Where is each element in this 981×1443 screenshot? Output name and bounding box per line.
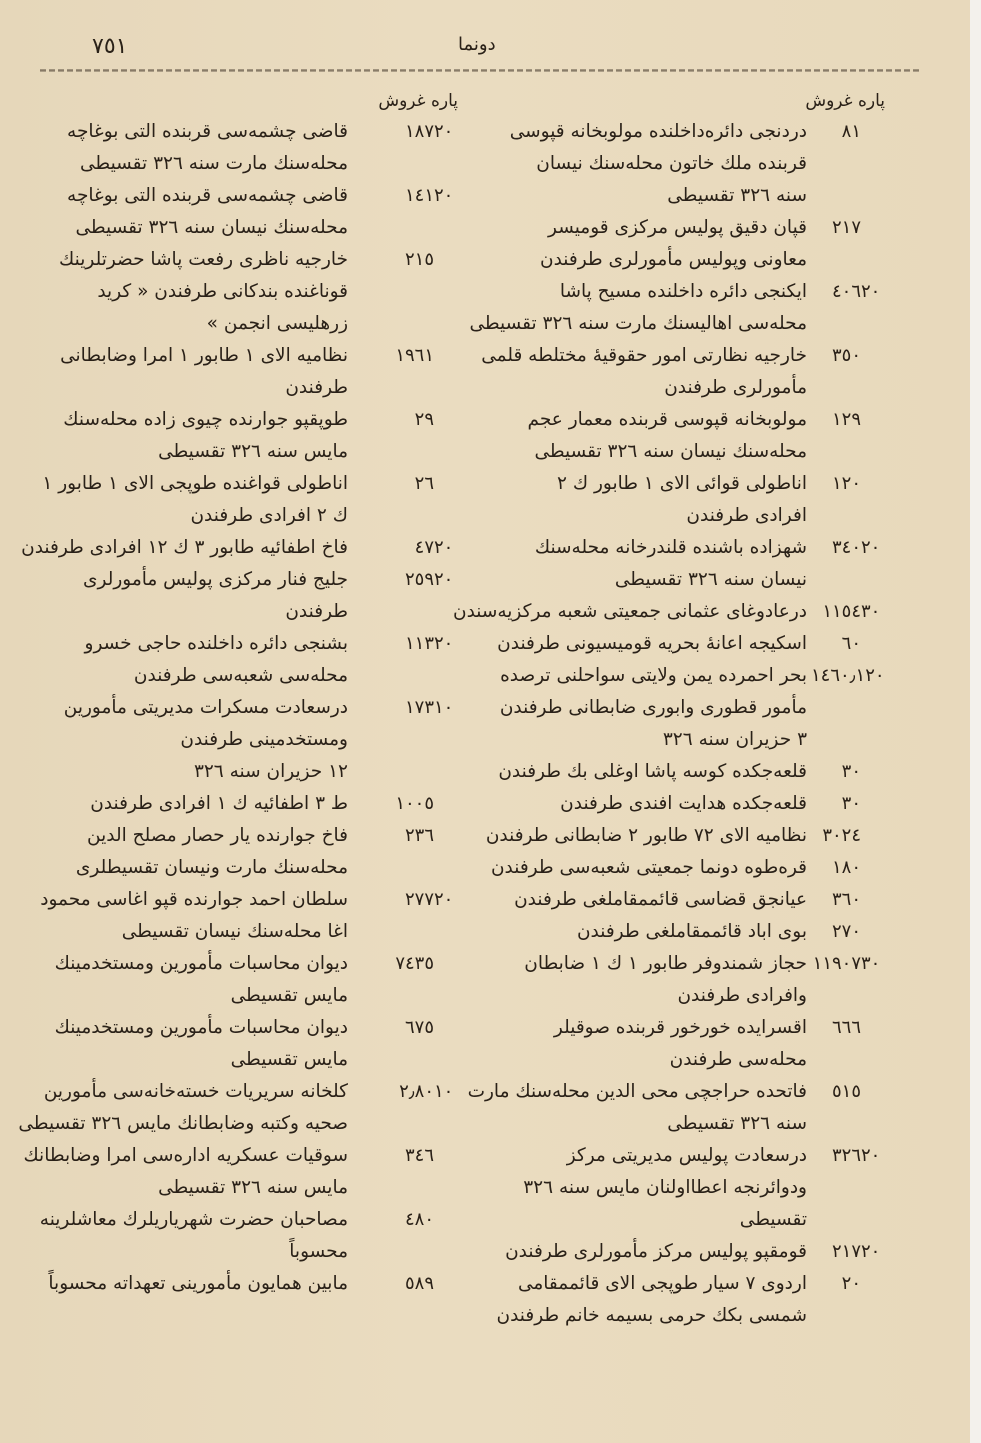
entry-description-line: قره‌طوه دونما جمعیتی شعبه‌سی طرفندن (490, 857, 807, 878)
ledger-entry (40, 116, 460, 180)
amount-ghurush: ١١٩٠٧ (812, 953, 861, 974)
entry-description-line: عیانجق قضاسی قائممقاملغی طرفندن (514, 889, 807, 910)
ledger-entry (497, 1012, 887, 1076)
amount-ghurush: ٢٧٧ (404, 889, 434, 910)
entry-description-line: تقسیطی (739, 1209, 807, 1230)
entry-amount (352, 692, 460, 724)
entry-description-line: فاخ جوارنده یار حصار مصلح الدین (87, 825, 348, 846)
amount-para: ٣٠ (861, 953, 881, 974)
entry-description-line: قاضی چشمه‌سی قربنده التی بوغاچه (67, 185, 348, 206)
amount-ghurush: ٥٨٩ (404, 1273, 434, 1294)
entry-amount (352, 1140, 460, 1172)
amount-ghurush: ٢٦ (414, 473, 434, 494)
entry-amount (811, 756, 887, 788)
entry-description-line: شهزاده باشنده قلندرخانه محله‌سنك (534, 537, 807, 558)
amount-ghurush: ١٨٠ (831, 857, 861, 878)
entry-amount (811, 532, 887, 564)
ledger-entry (497, 404, 887, 468)
entry-description-line: کلخانه سریریات خسته‌خانه‌سی مأمورین (43, 1081, 348, 1102)
ledger-entry (485, 820, 887, 852)
ledger-entry (469, 276, 887, 340)
entry-description-line: معاونی وپولیس مأمورلری طرفندن (540, 249, 807, 270)
amount-para: ٢٠ (865, 665, 885, 686)
amount-ghurush: ١١٣ (404, 633, 434, 654)
amount-ghurush: ٢٩ (414, 409, 434, 430)
entry-description-line: دردنجی دائره‌داخلنده مولوبخانه قپوسی (509, 121, 807, 142)
ledger-entry (40, 884, 460, 948)
amount-para: ٢٠ (434, 569, 454, 590)
amount-para: ٢٠ (434, 889, 454, 910)
entry-amount (811, 916, 887, 948)
entry-amount (352, 1012, 460, 1044)
entry-description-line: محله‌سنك مارت ونیسان تقسیطلری (75, 857, 348, 878)
ledger-entry (40, 692, 460, 788)
amount-ghurush: ٣٠٢٤ (822, 825, 861, 846)
ledger-entry (497, 116, 887, 212)
entry-amount (811, 628, 887, 660)
entry-description-line: ایکنجی دائره داخلنده مسیح پاشا (559, 281, 807, 302)
entry-amount (352, 340, 460, 372)
ledger-entry (40, 628, 460, 692)
entry-description-line: قربنده ملك خاتون محله‌سنك نیسان (536, 153, 807, 174)
amount-ghurush: ٧٤٣٥ (395, 953, 434, 974)
amount-ghurush: ٤٧ (414, 537, 434, 558)
entry-description-line: محله‌سنك نیسان سنه ٣٢٦ تقسیطی (75, 217, 348, 238)
ledger-entry (497, 468, 887, 532)
entry-description-line: ك ٢ افرادی طرفندن (190, 505, 348, 526)
entry-description-line: محله‌سنك نیسان سنه ٣٢٦ تقسیطی (534, 441, 807, 462)
entry-description-line: مأمورلری طرفندن (664, 377, 807, 398)
amount-para: ١٠ (434, 1081, 454, 1102)
entry-amount (811, 884, 887, 916)
entry-description-line: درسعادت پولیس مدیریتی مرکز (566, 1145, 807, 1166)
entry-amount (811, 596, 887, 628)
entry-amount (352, 468, 460, 500)
amount-ghurush: ٦٠ (841, 633, 861, 654)
amount-para: ٢٠ (434, 121, 454, 142)
entry-description-line: اغا محله‌سنك نیسان تقسیطی (121, 921, 348, 942)
entries-list (18, 116, 460, 1300)
entry-amount (352, 948, 460, 980)
amount-ghurush: ٢٫٨٠ (399, 1081, 434, 1102)
entry-description-line: سنه ٣٢٦ تقسیطی (667, 185, 807, 206)
ledger-entry (490, 852, 887, 884)
amount-para: ٣٠ (861, 601, 881, 622)
amount-ghurush: ٦٧٥ (404, 1017, 434, 1038)
entry-description-line: قوناغنده بندکانی طرفندن « کرید (97, 281, 348, 302)
entry-description-line: ١٢ حزیران سنه ٣٢٦ (193, 761, 348, 782)
entry-amount (352, 244, 460, 276)
ledger-entry (40, 244, 460, 340)
entry-amount (811, 660, 887, 692)
ledger-entry (40, 564, 460, 628)
entry-description-line: بشنجی دائره داخلنده حاجی خسرو (84, 633, 348, 654)
amount-ghurush: ١٧٣ (404, 697, 434, 718)
amount-ghurush: ٣٥٠ (831, 345, 861, 366)
ledger-entry (40, 1012, 460, 1076)
column-head: پاره غروش (805, 91, 885, 111)
ledger-entry (497, 1140, 887, 1236)
amount-para: ٢٠ (861, 1145, 881, 1166)
amount-ghurush: ٢١٧ (831, 1241, 861, 1262)
amount-ghurush: ٢٠ (841, 1273, 861, 1294)
entry-amount (352, 404, 460, 436)
amount-ghurush: ٢٥٩ (404, 569, 434, 590)
entry-amount (352, 1076, 460, 1108)
entry-description-line: نیسان سنه ٣٢٦ تقسیطی (614, 569, 807, 590)
ledger-entry (497, 1268, 887, 1332)
ledger-entry (497, 1236, 887, 1268)
amount-ghurush: ١٩٦١ (395, 345, 434, 366)
entries-list (452, 116, 887, 1332)
entry-description-line: نظامیه الای ٧٢ طابور ٢ ضابطانی طرفندن (485, 825, 807, 846)
entry-amount (352, 532, 460, 564)
entry-amount (352, 628, 460, 660)
running-title: دونما (458, 34, 496, 55)
entry-description-line: وافرادی طرفندن (677, 985, 807, 1006)
amount-ghurush: ١٤٦٠٫١ (811, 665, 866, 686)
ledger-entry (40, 180, 460, 244)
amount-para: ٢٠ (434, 537, 454, 558)
ledger-entry (18, 1076, 460, 1140)
ledger-entry (497, 948, 887, 1012)
amount-ghurush: ١٢٠ (831, 473, 861, 494)
amount-ghurush: ١٠٠٥ (395, 793, 434, 814)
entry-amount (352, 820, 460, 852)
entry-description-line: دیوان محاسبات مأمورین ومستخدمینك (54, 1017, 348, 1038)
entry-description-line: قلعه‌جکده کوسه پاشا اوغلی بك طرفندن (498, 761, 807, 782)
amount-para: ١٠ (434, 697, 454, 718)
entry-description-line: مایس تقسیطی (230, 985, 348, 1006)
amount-para: ٢٠ (434, 633, 454, 654)
entry-description-line: مایس تقسیطی (230, 1049, 348, 1070)
entry-amount (352, 1268, 460, 1300)
ledger-entry (497, 660, 887, 756)
ledger-entry (497, 788, 887, 820)
entry-description-line: فاخ اطفائیه طابور ٣ ك ١٢ افرادی طرفندن (21, 537, 348, 558)
entry-description-line: مابین همایون مأمورینی تعهداته محسوباً (48, 1273, 348, 1294)
ledger-entry (497, 884, 887, 916)
amount-ghurush: ٣٦٠ (831, 889, 861, 910)
entry-description-line: اناطولی قواغنده طوپجی الای ١ طابور ١ (42, 473, 348, 494)
entry-description-line: مولوبخانه قپوسی قربنده معمار عجم (527, 409, 807, 430)
entry-description-line: بحر احمرده یمن ولایتی سواحلنی ترصده (500, 665, 807, 686)
ledger-entry (497, 756, 887, 788)
entry-description-line: سوقیات عسکریه اداره‌سی امرا وضابطانك (23, 1145, 348, 1166)
ledger-entry (40, 948, 460, 1012)
entry-description-line: محله‌سی طرفندن (669, 1049, 807, 1070)
entry-description-line: درسعادت مسکرات مدیریتی مأمورین (63, 697, 348, 718)
entry-description-line: ودوائرنجه اعطااولنان مایس سنه ٣٢٦ (523, 1177, 807, 1198)
amount-para: ٢٠ (861, 281, 881, 302)
amount-para: ٢٠ (861, 1241, 881, 1262)
amount-ghurush: ١١٥٤ (822, 601, 861, 622)
entry-amount (811, 948, 887, 980)
entry-description-line: فاتحده حراجچی محی الدین محله‌سنك مارت (467, 1081, 807, 1102)
right-column (452, 86, 887, 1332)
ledger-entry (497, 628, 887, 660)
amount-ghurush: ١٢٩ (831, 409, 861, 430)
entry-description-line: خارجیه ناظری رفعت پاشا حضرتلرینك (59, 249, 348, 270)
amount-ghurush: ١٤١ (404, 185, 434, 206)
column-head: پاره غروش (378, 91, 458, 111)
amount-ghurush: ١٨٧ (404, 121, 434, 142)
entry-amount (811, 788, 887, 820)
ledger-entry (40, 820, 460, 884)
entry-description-line: ط ٣ اطفائیه ك ١ افرادی طرفندن (90, 793, 348, 814)
entry-description-line: قومقپو پولیس مرکز مأمورلری طرفندن (505, 1241, 807, 1262)
entry-amount (811, 820, 887, 852)
ledger-entry (40, 468, 460, 532)
entry-description-line: دیوان محاسبات مأمورین ومستخدمینك (54, 953, 348, 974)
entry-amount (811, 1076, 887, 1108)
entry-amount (352, 1204, 460, 1236)
entry-description-line: افرادی طرفندن (686, 505, 807, 526)
entry-description-line: طرفندن (285, 601, 348, 622)
entry-description-line: قپان دقیق پولیس مرکزی قومیسر (548, 217, 807, 238)
entry-description-line: خارجیه نظارتی امور حقوقیهٔ مختلطه قلمی (481, 345, 807, 366)
ledger-entry (40, 788, 460, 820)
amount-ghurush: ٣٤٠ (831, 537, 861, 558)
entry-description-line: محله‌سی شعبه‌سی طرفندن (133, 665, 348, 686)
entry-description-line: نظامیه الای ١ طابور ١ امرا وضابطانی (60, 345, 348, 366)
entry-description-line: اناطولی قوائی الای ١ طابور ك ٢ (557, 473, 807, 494)
ledger-entry (481, 340, 887, 404)
entry-description-line: جلیج فنار مرکزی پولیس مأمورلری (83, 569, 348, 590)
entry-amount (811, 1268, 887, 1300)
ledger-entry (497, 916, 887, 948)
entry-amount (352, 884, 460, 916)
amount-para: ٢٠ (434, 185, 454, 206)
entry-amount (352, 116, 460, 148)
entry-description-line: ومستخدمینی طرفندن (180, 729, 348, 750)
entry-description-line: محله‌سنك مارت سنه ٣٢٦ تقسیطی (80, 153, 348, 174)
entry-description-line: قاضی چشمه‌سی قربنده التی بوغاچه (67, 121, 348, 142)
amount-ghurush: ٤٨٠ (404, 1209, 434, 1230)
entry-description-line: مأمور قطوری وابوری ضابطانی طرفندن (499, 697, 807, 718)
entry-description-line: ٣ حزیران سنه ٣٢٦ (662, 729, 807, 750)
ledger-entry (40, 1268, 460, 1300)
entry-amount (811, 1012, 887, 1044)
amount-ghurush: ٣٢٦ (831, 1145, 861, 1166)
entry-amount (352, 180, 460, 212)
amount-ghurush: ٢١٥ (404, 249, 434, 270)
ledger-entry (40, 1204, 460, 1268)
entry-description-line: زرهلیسی انجمن » (206, 313, 348, 334)
entry-description-line: سلطان احمد جوارنده قپو اغاسی محمود (40, 889, 348, 910)
amount-ghurush: ٣٠ (841, 793, 861, 814)
amount-ghurush: ٨١ (841, 121, 861, 142)
amount-ghurush: ٢١٧ (831, 217, 861, 238)
amount-para: ٢٠ (861, 537, 881, 558)
entry-description-line: درعادوغای عثمانی جمعیتی شعبه مرکزیه‌سندن (452, 601, 807, 622)
entry-description-line: اردوی ٧ سیار طوپجی الای قائممقامی (517, 1273, 807, 1294)
entry-amount (352, 788, 460, 820)
entry-description-line: طوپقپو جوارنده چیوی زاده محله‌سنك (63, 409, 348, 430)
entry-description-line: حجاز شمندوفر طابور ١ ك ١ ضابطان (524, 953, 807, 974)
entry-amount (811, 404, 887, 436)
entry-description-line: مصاحبان حضرت شهریاریلرك معاشلرینه (39, 1209, 348, 1230)
entry-description-line: قلعه‌جکده هدایت افندی طرفندن (560, 793, 807, 814)
ledger-entry (497, 212, 887, 276)
amount-ghurush: ٢٣٦ (404, 825, 434, 846)
amount-ghurush: ٦٦٦ (831, 1017, 861, 1038)
page-number: ٧٥١ (92, 34, 128, 59)
entry-amount (811, 852, 887, 884)
amount-ghurush: ٢٧٠ (831, 921, 861, 942)
amount-ghurush: ٣٠ (841, 761, 861, 782)
entry-description-line: مایس سنه ٣٢٦ تقسیطی (158, 1177, 348, 1198)
entry-description-line: محسوباً (289, 1241, 348, 1262)
ledger-entry (40, 404, 460, 468)
entry-description-line: سنه ٣٢٦ تقسیطی (667, 1113, 807, 1134)
entry-description-line: مایس سنه ٣٢٦ تقسیطی (158, 441, 348, 462)
entry-description-line: بوی اباد قائممقاملغی طرفندن (576, 921, 807, 942)
entry-description-line: صحیه وکتبه وضابطانك مایس ٣٢٦ تقسیطی (18, 1113, 348, 1134)
entry-amount (811, 116, 887, 148)
page-header (40, 28, 900, 62)
entry-description-line: طرفندن (285, 377, 348, 398)
amount-ghurush: ٣٤٦ (404, 1145, 434, 1166)
entry-description-line: اقسرایده خورخور قربنده صوقیلر (553, 1017, 807, 1038)
entry-amount (811, 1140, 887, 1172)
entry-amount (811, 340, 887, 372)
amount-ghurush: ٥١٥ (831, 1081, 861, 1102)
left-column (18, 86, 460, 1300)
ledger-entry (21, 532, 460, 564)
amount-ghurush: ٤٠٦ (831, 281, 861, 302)
entry-description-line: اسکیجه اعانهٔ بحریه قومیسیونی طرفندن (497, 633, 807, 654)
page-edge (970, 0, 981, 1443)
entry-description-line: محله‌سی اهالیسنك مارت سنه ٣٢٦ تقسیطی (469, 313, 807, 334)
entry-amount (811, 276, 887, 308)
entry-amount (811, 212, 887, 244)
entry-amount (352, 564, 460, 596)
ledger-entry (497, 532, 887, 596)
entry-amount (811, 1236, 887, 1268)
ledger-entry (467, 1076, 887, 1140)
ledger-entry (452, 596, 887, 628)
entry-amount (811, 468, 887, 500)
ledger-entry (23, 1140, 460, 1204)
entry-description-line: شمسی بکك حرمی بسیمه خانم طرفندن (496, 1305, 807, 1326)
ledger-entry (40, 340, 460, 404)
